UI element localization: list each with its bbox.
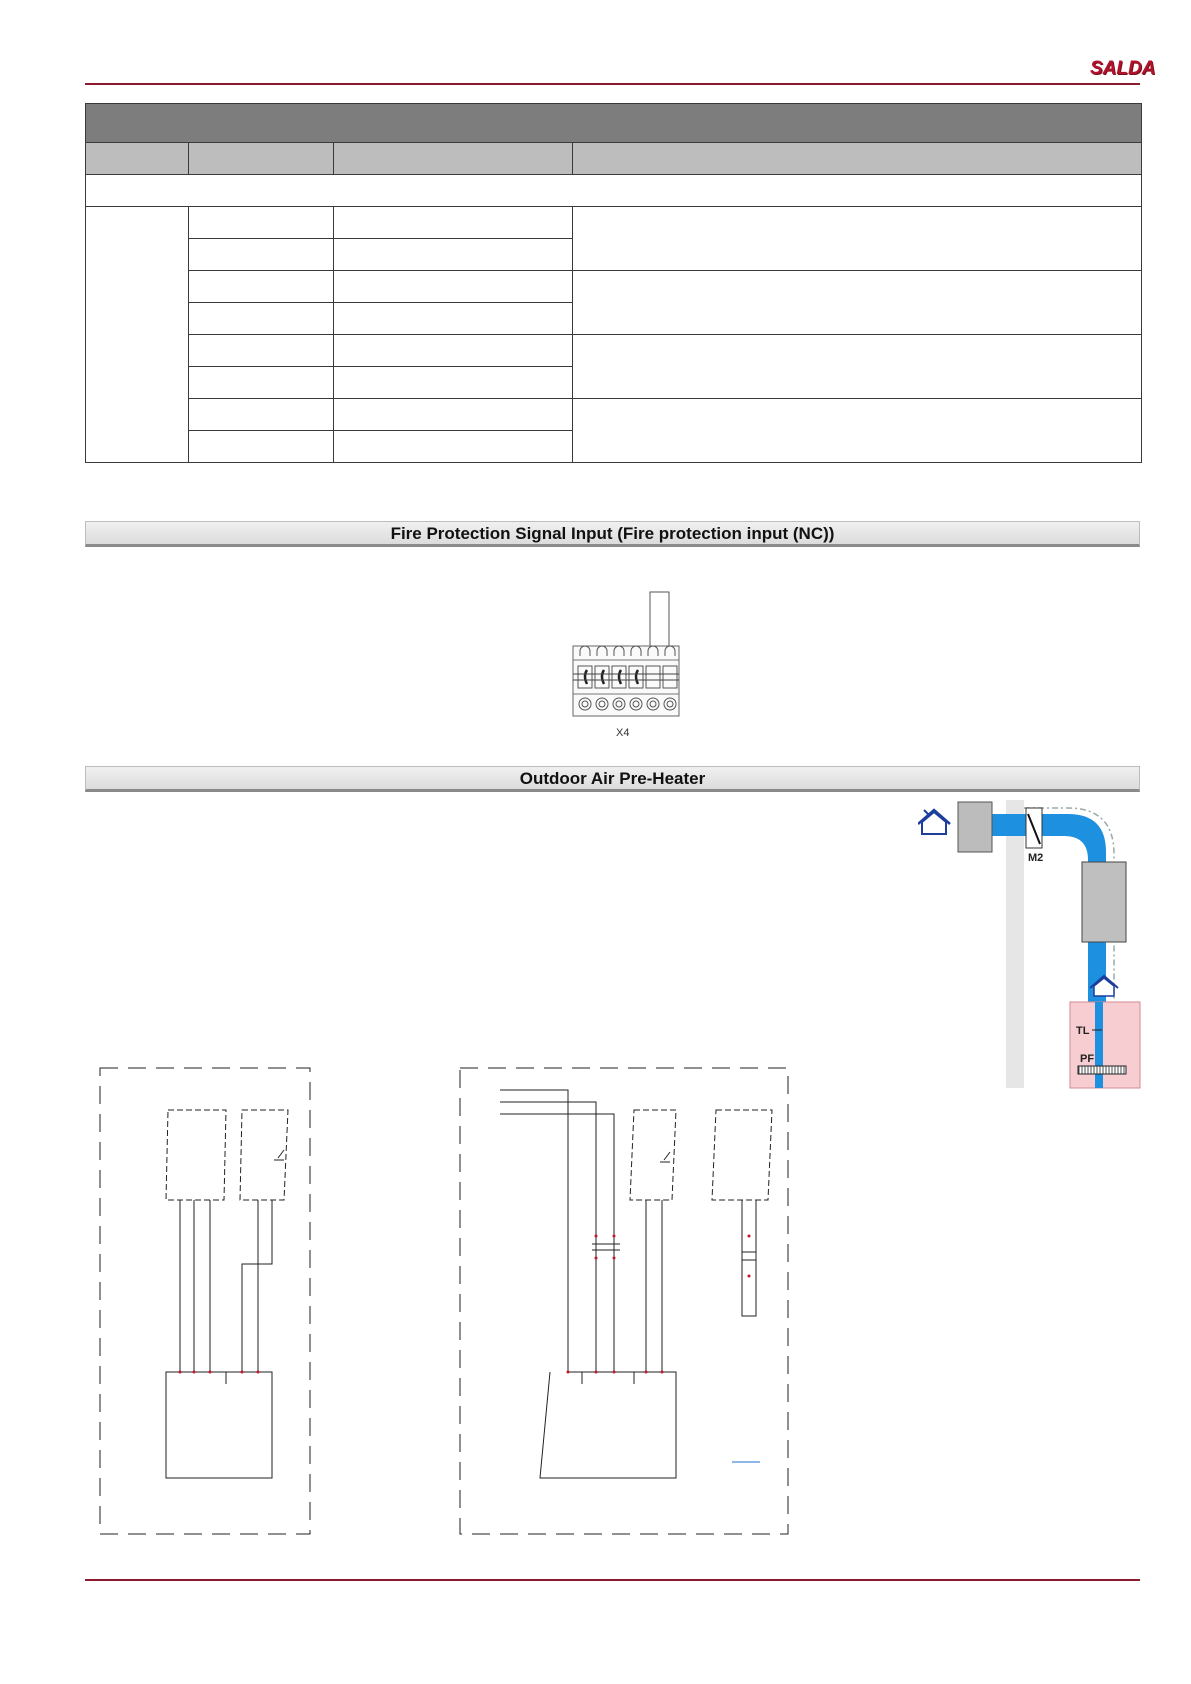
wiring-diagram-left (98, 1066, 314, 1536)
wiring-diagram-right (458, 1066, 790, 1536)
salda-logo: SALDA (1090, 58, 1156, 79)
thermostat-label: TL (1076, 1025, 1090, 1037)
table-cell (334, 303, 573, 335)
duct-diagram (918, 800, 1141, 1090)
table-cell (189, 431, 334, 463)
table-cell (189, 207, 334, 239)
table-cell (573, 207, 1142, 271)
table-cell (334, 399, 573, 431)
preheater-section-title: Outdoor Air Pre-Heater (85, 766, 1140, 792)
terminal-block-x4 (570, 590, 682, 742)
table-header-cell (334, 143, 573, 175)
table-header-cell (573, 143, 1142, 175)
table-cell (189, 367, 334, 399)
table-cell (334, 367, 573, 399)
table-row (86, 175, 1142, 207)
damper-label: M2 (1028, 852, 1044, 864)
table-title-row (86, 104, 1142, 143)
table-cell (86, 207, 189, 463)
table-cell (189, 271, 334, 303)
table-cell (334, 239, 573, 271)
table-cell (334, 431, 573, 463)
table-cell (334, 335, 573, 367)
fire-protection-section-title: Fire Protection Signal Input (Fire protection input (NC)) (85, 521, 1140, 547)
footer-rule (85, 1579, 1140, 1581)
table-cell (189, 239, 334, 271)
table-cell (189, 335, 334, 367)
table-cell (334, 207, 573, 239)
filter-label: PF (1080, 1053, 1095, 1065)
terminal-label: X4 (616, 727, 630, 739)
table-cell (189, 303, 334, 335)
header-rule (85, 83, 1140, 85)
outdoor-house-icon (918, 810, 950, 834)
table-cell (189, 399, 334, 431)
table-cell (334, 271, 573, 303)
table-cell (573, 271, 1142, 335)
table-cell (573, 335, 1142, 399)
table-header-cell (86, 143, 189, 175)
spec-table (85, 103, 1142, 463)
table-cell (573, 399, 1142, 463)
table-header-cell (189, 143, 334, 175)
